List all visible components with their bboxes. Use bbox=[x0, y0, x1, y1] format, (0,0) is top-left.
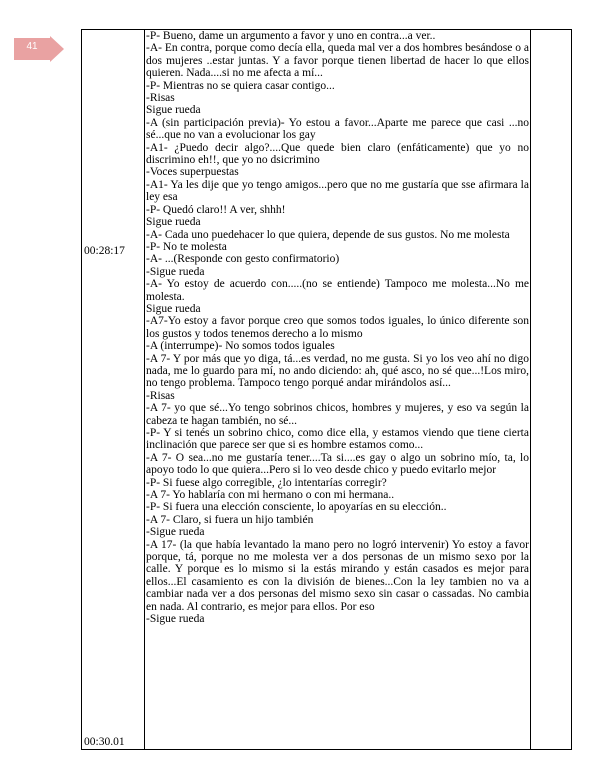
timestamp-column bbox=[82, 30, 145, 750]
dialogue-line: Sigue rueda bbox=[146, 216, 201, 229]
dialogue-line: -A 7- yo que sé...Yo tengo sobrinos chicos, hombres y mujeres, y eso va según la cabeza te hagan también, no sé... bbox=[146, 402, 529, 427]
dialogue-line: Sigue rueda bbox=[146, 104, 201, 117]
dialogue-line: -A 17- (la que había levantado la mano pero no logró intervenir) Yo estoy a favor porque, tá, porque no me molesta ver a dos personas de un mismo sexo por la calle. Y porque es lo mismo si la estás mirando y están casados es mejor para ellos...El casamiento es con la división de bienes...Con la ley tambien no va a cambiar nada ver a dos personas del mismo sexo sin casar o cassadas. No cambia en nada. Al contrario, es mejor para ellos. Por eso bbox=[146, 538, 529, 613]
dialogue-line: -A- En contra, porque como decía ella, queda mal ver a dos hombres besándose o a dos mujeres ..estar juntas. Y a favor porque tienen libertad de hacer lo que ellos quieren. Nada....si no me afecta a mí... bbox=[146, 42, 529, 80]
dialogue-line: -A 7- O sea...no me gustaría tener....Ta si....es gay o algo un sobrino mío, ta, lo apoyo todo lo que quiera...Pero si lo veo desde chico y puedo evitarlo mejor bbox=[146, 451, 529, 477]
dialogue-line: -P- No te molesta bbox=[146, 240, 227, 253]
dialogue-line: -P- Si fuera una elección consciente, lo apoyarías en su elección.. bbox=[146, 501, 447, 514]
dialogue-line: -A- ...(Responde con gesto confirmatorio) bbox=[146, 253, 340, 266]
table-row bbox=[82, 30, 572, 750]
dialogue-line: -P- Quedó claro!! A ver, shhh! bbox=[146, 203, 286, 216]
dialogue-line: -A- Cada uno puedehacer lo que quiera, depende de sus gustos. No me molesta bbox=[146, 228, 510, 241]
dialogue-line: -A (sin participación previa)- Yo estou a favor...Aparte me parece que casi ...no sé...que no van a evolucionar los gay bbox=[146, 116, 529, 142]
arrow-right-icon bbox=[50, 36, 64, 62]
dialogue-line: -P- Y si tenés un sobrino chico, como dice ella, y estamos viendo que tiene cierta inclinación que parece ser que si es hombre estamos como... bbox=[146, 427, 529, 452]
dialogue-line: -A1- ¿Puedo decir algo?....Que quede bien claro (enfáticamente) que yo no discrimino eh!!, que yo no dsicrimino bbox=[146, 141, 529, 167]
dialogue-line: -P- Mientras no se quiera casar contigo... bbox=[146, 79, 335, 92]
dialogue-line: -Risas bbox=[146, 92, 175, 105]
dialogue-line: -A 7- Claro, si fuera un hijo también bbox=[146, 513, 314, 526]
dialogue-column bbox=[145, 30, 531, 750]
dialogue-line: -Risas bbox=[146, 389, 175, 402]
empty-column bbox=[531, 30, 572, 750]
dialogue-line: -P- Si fuese algo corregible, ¿lo intentarías corregir? bbox=[146, 476, 387, 489]
dialogue-line: -Sigue rueda bbox=[146, 265, 205, 278]
page-number: 41 bbox=[26, 41, 38, 52]
dialogue-line: -A 7- Y por más que yo diga, tá...es verdad, no me gusta. Si yo los veo ahí no digo nada, me lo guardo para mí, no ando diciendo: ah, qué asco, no sé que...!Los miro, no tengo problema. Tampoco tengo porqué andar mirándolos así... bbox=[146, 352, 529, 390]
timestamp: 00:28:17 bbox=[84, 245, 125, 257]
timestamp: 00:30.01 bbox=[84, 736, 125, 748]
dialogue-line: -A 7- Yo hablaría con mi hermano o con mi hermana.. bbox=[146, 489, 395, 502]
dialogue-line: -A (interrumpe)- No somos todos iguales bbox=[146, 340, 335, 353]
dialogue-line: -A1- Ya les dije que yo tengo amigos...pero que no me gustaría que sse afirmara la ley esa bbox=[146, 178, 529, 204]
dialogue-line: -P- Bueno, dame un argumento a favor y uno en contra...a ver.. bbox=[146, 30, 436, 42]
page-number-marker bbox=[14, 38, 64, 60]
dialogue-line: -A7-Yo estoy a favor porque creo que somos todos iguales, lo único diferente son los gustos y todos tenemos derecho a lo mismo bbox=[146, 315, 529, 340]
transcript-table bbox=[81, 29, 572, 750]
dialogue-line: Sigue rueda bbox=[146, 302, 201, 315]
dialogue-line: -Voces superpuestas bbox=[146, 166, 239, 179]
dialogue-line: -Sigue rueda bbox=[146, 526, 205, 539]
dialogue-line: -Sigue rueda bbox=[146, 613, 205, 626]
dialogue-line: -A- Yo estoy de acuerdo con.....(no se entiende) Tampoco me molesta...No me molesta. bbox=[146, 278, 529, 303]
